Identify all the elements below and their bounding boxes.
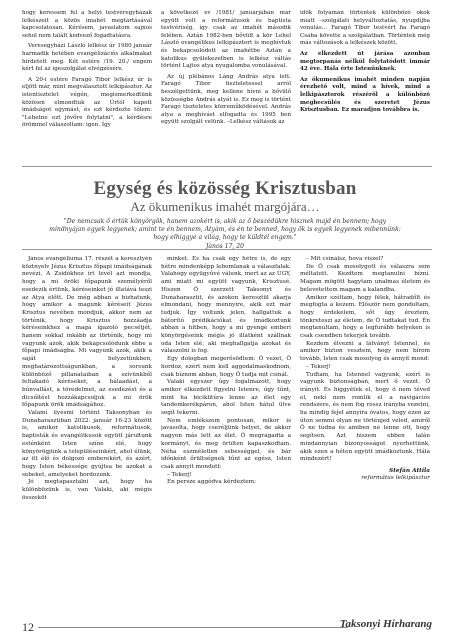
paragraph: – Mit csinálsz, hova viszel? (306, 256, 384, 262)
paragraph: János evangéliuma 17. részét a keresztyén köztnyelv Jézus Krisztus főpapi imádságának nevezi. A Zsidókhoz írt levél azt mondja, hogy a mi öröki főpapunk személyéről esedezik értünk, kéréseinket jó illatává teszi az Atya előtt. De még abban a bizhatunk, hogy amikor a magunk kéréseit Jézus Krisztus nevében mondjuk, akkor nem az történik, hogy Krisztus hozzáadja kéréseinkhez a maga igazoló pecsétjét, hanem sokkal inkább az történik, hogy mi vagyunk azok, akik bekapcsolódunk ebbe a főpapi imádságba. Mi vagyunk azok, akik a saját helyzetünkben, meghatározottságunkban, a sorsunk különböző pillanataiban a szívünkből feltakadó kéréseket, a hálaadást, a bűnvallást, a töredelmet, az esedezést és a dicsőítést hozzákapcsoljuk a mi örök főpapunk örök imádságához. (22, 256, 152, 409)
paragraph: Az elkezdett út járása azonban megtorpanás nélkül folytatódott immár 42 éve. Hála érte Istenünknek. (300, 50, 430, 73)
paragraph: Egy dologban megerősödtem: Ő vezet, Ő hordoz, ezért nem kell aggodalmaskodnom, csak bíznom abban, hogy Ő tudja mit csinál. (161, 356, 291, 378)
divider-bottom (22, 249, 432, 250)
author-name: Stefán Attila (389, 467, 430, 474)
paragraph: – Tekerj! (306, 363, 331, 370)
paragraph: Veresegyházi László lelkész úr 1980 január harmadik hetében evangélizációs alkalmakat hirdetett meg. Két estére /19. 20./ engem kért fel az igeszolgálat elvégzésére. (22, 43, 152, 73)
body-column-2 (161, 256, 291, 616)
article-title: Egység és közösség Krisztusban (93, 178, 357, 199)
paragraph: Nem emlékszem pontosan, mikor is javasolta, hogy cseréljünk helyet, de akkor nagyon más lett az élet. Ő megragadta a kormányt, és meg örülten kapaszkodtam. Néha eszméletlen sebességgel, és bár időnként őrültségnek tűnt az egész, Isten csak annyit mondott: (161, 417, 291, 470)
paragraph: De Ő csak mosolygott és válaszra sem méltatott. Kezdtem megtanulni bízni. Magam mögött hagytam unalmas életem és belevetettem magam a kalandba. (300, 263, 430, 293)
top-column-2 (161, 10, 291, 162)
paragraph: hogy keressem fel a helyi testvéregyházak lelkészeit a közös imahét megtartásával kapcsolatosan. Kérésem, javaslatom sajnos sehol nem talált kedvező fogadtatásra. (22, 10, 152, 39)
body-column-3-text (300, 256, 430, 464)
page-footer (22, 620, 432, 634)
paragraph: Valaki egyszer úgy fogalmazott, hogy amikor elkezdett figyelni Istenre, úgy tűnt, mint ha biciklitúra lenne az élet egy tandemkerékpáron, ahol Isten hátul ülve segít tekerni. (161, 379, 291, 417)
paragraph: Amikor szóltam, hogy félek, hátradőlt és megfogta a kezem. Először nem gondoltam, hogy érdekelem, sőt úgy éreztem, tönkreteszi az életem, de Ő tudtakat tud. Én megtanultam, hogy a legfurább helyeken is csak csendben tekerjek tovább. (300, 294, 430, 340)
body-column-3 (300, 256, 430, 616)
top-column-1 (22, 10, 152, 162)
paragraph: Jó megtapasztalni azt, hogy ha különbözünk is, van Valaki, aki mégis összeköt (22, 479, 152, 501)
previous-article-columns (22, 10, 432, 162)
magazine-title: Taksonyi Hírharang (339, 618, 432, 630)
paragraph: a következő év /1981/ januárjában már együtt volt a reformátusok és baptista testvériség, így csak az imahét második felében. Aztán 1982-ben bővült a kör Lehel László evangélikus lelkipásztort is meghívtuk és bekapcsolódott az imahétbe Aztán a katolikus gyülekezetben is lelkész váltás történt Lajtos atya nyugalomba vonulásával. (161, 10, 291, 70)
top-column-3 (300, 10, 430, 162)
article-body (22, 256, 432, 616)
divider-top (22, 166, 432, 167)
paragraph: – Tekerj! (167, 471, 192, 478)
article-subtitle: Az ökumenikus imahét margójára… (130, 199, 320, 214)
signature (300, 468, 430, 483)
paragraph: A 20-i estére Faragó Tibor lelkész úr is eljött már, mint megválasztott lelkipásztor. Az istentisztelet végén, megismerkedtünk közösen elmondtuk az Úrtól kapott imádságot egymást, és ezt kérdezte tőlem: "Lehetne ezt jövőre folytatni", a kérdésre örömmel válaszoltam: igen. Így (22, 76, 152, 129)
paragraph: Az új plébános Láng András atya lett. Faragó Tibor tiszteletessel arról beszélgettünk, meg kellene hívni a bővülő közösségbe András atyát is. Ez meg is történt Faragó tiszteletes közreműködésével. András atya a meghívást elfogadta és 1995 ben együtt szolgált velünk. –Lelkész váltások az (161, 73, 291, 126)
paragraph: Valamí ilyesmi történt Taksonyban és Dunaharasztiban 2022. január 16-23 között is, amikor katolikusok, reformátusok, baptisták és evangélikusok együtt járultunk esténként Isten színe elé, hogy könyörögjünk a településeinkért, ahol élünk, az itt élő és dolgozó emberekért, és azért, hogy Isten békessége gyújtsa be azokat a sebeket, amelyeket hordozunk. (22, 410, 152, 478)
body-column-1 (22, 256, 152, 616)
author-role: református lelkipásztor (361, 475, 430, 482)
paragraph: Az ökumenikus imahét minden napján érezhető volt, mind a hívek, mind a lelkipásztorok részéről a különböző megbecsülés és szeretet Jézus Krisztusban. Ez maradjon továbbra is. (300, 76, 430, 114)
page-number: 12 (22, 620, 34, 634)
paragraph: idők folyamán történtek különböző okok miatt –szolgálati helyváltoztatás, nyugdíjba vonulás… Faragó Tibor testvért fia Faragó Csaba követte a szolgálatban. Történtek még más változások a lelkészek között. (300, 10, 430, 47)
quote-text: "De nemcsak ő értük könyörgök, hanem azokért is, akik az ő beszédükre hisznek majd én bennem; hogy mindnyájan egyek legyenek; amint te én bennem, Atyám, és én te benned, hogy ők is egyek legyenek mibennünk: hogy elhiggye a világ, hogy te küldtél engem." (49, 218, 401, 242)
paragraph: Kezdem élvezni a látványt Istennel, és amikor bizton vesztem, hogy nem bírom tovább, Isten csak mosolyog és annyit mond: (300, 340, 430, 363)
paragraph: En persze aggódva kérdeztem: (167, 479, 257, 486)
quote-reference: János 17, 20 (205, 242, 245, 250)
paragraph: minket. És ha csak egy hétre is, de egy hétre mindenképp lebomlanak a válaszfalak. Valahogy együgyűvé válunk, mert az az ÚGY, ami miatt mi együtt vagyunk, Krisztusé. Hiszen Ő szerzett Taksonyt és Dunaharasztit, és azokon keresztül akarja elmondani, hogy mennyire, akik ezt már tudjuk. Így voltunk jelen, hallgattuk a bátorító prédikációkat és imádkoztunk abban a hitben, hogy a mi gyenge emberi könyörgéseink mégis jó illatként szállnak oda Isten elé, aki meghallgatja azokat és válaszolni is fog. (161, 256, 291, 355)
footer-divider (38, 627, 348, 628)
paragraph: Tudtam, ha Istennel vagyunk, ezért is vagyunk biztonságban, mert ő vezet. Ő irányít. És higgyétek el, hogy ő nem téved el, nekí nem romlik el a navigációs rendszere, és nem fog rossz irányba vezetni, ha mindig fejel annyira óvatos, hogy ezen az úton semmi olyan ne történjed veled, amiről Ő ne tudna és amiben ne lenne ott, hogy segítsen. Azt hiszem ebben talán mindannyian bizonyosságot nyerhettünk, akik ezen a héten együtt imádkoztunk. Hála mindezért! (300, 371, 430, 463)
scripture-quote (46, 218, 404, 251)
